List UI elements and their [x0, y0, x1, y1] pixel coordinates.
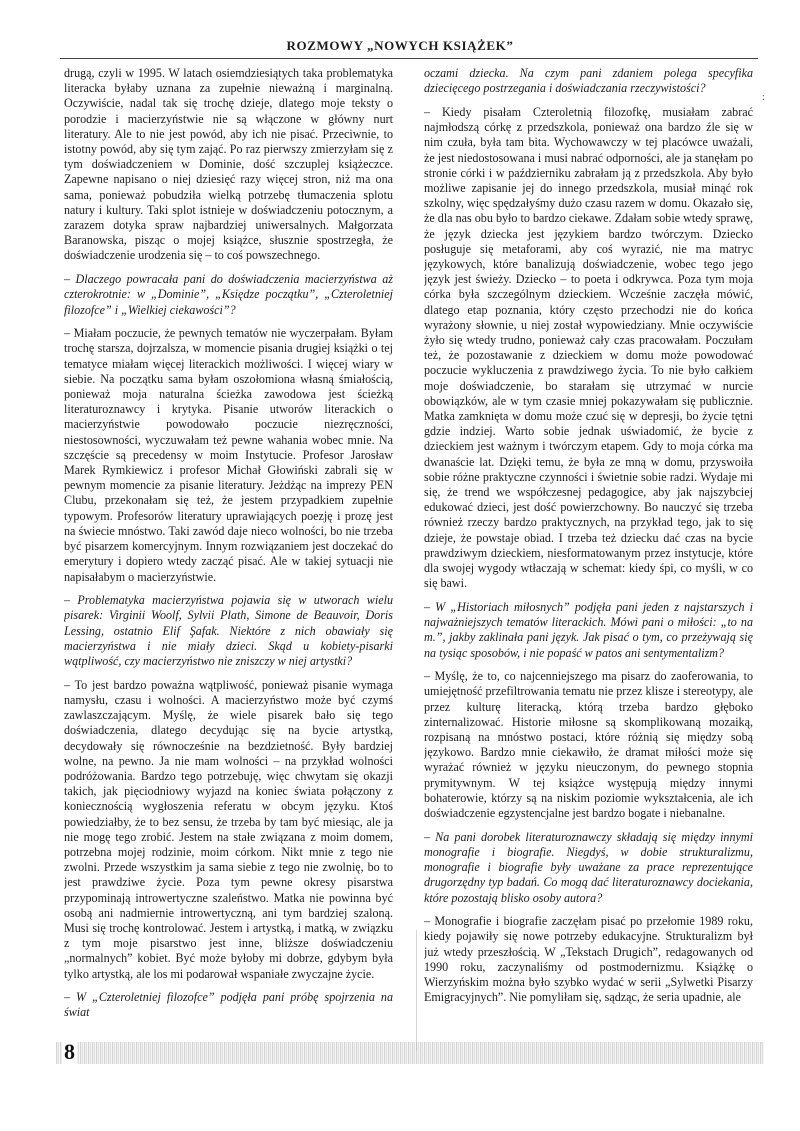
interview-answer: – Monografie i biografie zaczęłam pisać po przełomie 1989 roku, kiedy pojawiły się nowe potrzeby edukacyjne. Strukturalizm był już wtedy przeszłością. W „Tekstach Drugich”, redagowanych od 1990 roku, zaczynaliśmy od postmodernizmu. Książkę o Wierzyńskim można było szybko wydać w serii „Sylwetki Pisarzy Emigracyjnych”. Nie pomyliłam się, sądząc, że seria upadnie, ale — [424, 914, 753, 1005]
running-header: ROZMOWY „NOWYCH KSIĄŻEK” — [286, 38, 514, 53]
margin-mark: : — [762, 92, 765, 103]
interview-question: – Problematyka macierzyństwa pojawia się w utworach wielu pisarek: Virginii Woolf, Sylvii Plath, Simone de Beauvoir, Doris Lessing, ostatnio Elif Şafak. Niektóre z nich obawiały się macierzyństwa i nie miały dzieci. Skąd u kobiety-pisarki wątpliwość, czy macierzyństwo nie zniszczy w niej artystki? — [64, 593, 393, 669]
interview-question: – W „Czteroletniej filozofce” podjęła pani próbę spojrzenia na świat — [64, 990, 393, 1020]
interview-answer: – Miałam poczucie, że pewnych tematów nie wyczerpałam. Byłam trochę starsza, dojrzalsza, w momencie pisania drugiej książki o tej tematyce miałam więcej literackich możliwości. I więcej wiary w siebie. Na początku sama byłam oszołomiona własną śmiałością, ponieważ moja naturalna ścieżka zawodowa jest ścieżką literaturoznawcy i krytyka. Pisanie utworów literackich o macierzyństwie powodowało poczucie niezręczności, niestosowności, wyczuwałam też pewne wahania wobec mnie. Na szczęście są precedensy w moim Instytucie. Profesor Jarosław Marek Rymkiewicz i profesor Michał Głowiński zabrali się w pewnym momencie za pisanie literatury. Jeżdżąc na imprezy PEN Clubu, przekonałam się też, że jestem przypadkiem zupełnie typowym. Profesorów literatury uprawiających poezję i prozę jest na świecie mnóstwo. Taki zawód daje nieco wolności, bo nie trzeba być pisarzem komercyjnym. Innym rozwiązaniem jest doczekać do emerytury i dopiero wtedy zacząć pisać. Ale w takiej sytuacji nie napisałabym o macierzyństwie. — [64, 326, 393, 584]
header-rule — [60, 58, 758, 59]
interview-question: – W „Historiach miłosnych” podjęła pani jeden z najstarszych i najważniejszych tematów literackich. Mówi pani o miłości: „to na m.”, jakby zaklinała pani język. Jak pisać o tym, co przeżywają się na tysiąc sposobów, i nie popaść w patos ani sentymentalizm? — [424, 599, 753, 660]
page-number: 8 — [64, 1039, 75, 1064]
right-column — [424, 66, 753, 1038]
left-column — [64, 66, 393, 1038]
interview-answer: – Kiedy pisałam Czteroletnią filozofkę, musiałam zabrać najmłodszą córkę z przedszkola, ponieważ ona bardzo źle się w nim czuła, była tam bita. Wychowawczy w tej placówce uważali, że jest niedostosowana i musi nabrać odporności, ale ja stanęłam po stronie córki i w październiku zabrałam ją z przedszkola. Aby było możliwe zapisanie jej do innego przedszkola, musiał minąć rok szkolny, więc spędzałyśmy dużo czasu razem w domu. Okazało się, że dla nas obu było to bardzo ciekawe. Zdałam sobie wtedy sprawę, że język dziecka jest językiem bardzo twórczym. Dziecko posługuje się metaforami, aby coś wyrazić, nie ma matryc językowych, które banalizują doświadczenie, wobec tego jego język jest świeży. Dziecko – to poeta i odkrywca. Poza tym moja córka była szczególnym dzieckiem. Wcześnie zaczęła mówić, dlatego etap poznania, który często przechodzi nie do końca wyrażony słownie, u niej został wypowiedziany. Mnie oczywiście żyło się wtedy trudno, ponieważ cały czas pracowałam. Poczułam też, że pozostawanie z dzieckiem w domu może powodować poczucie wykluczenia z prawdziwego życia. To nie było całkiem moje doświadczenie, bo starałam się utrzymać w nurcie obowiązków, ale w tym czasie mniej pokazywałam się publicznie. Matka zamknięta w domu może czuć się w depresji, bo życie tętni gdzie indziej. Warto sobie jednak uświadomić, że bycie z dzieckiem jest ważnym i twórczym etapem. Gdy to moja córka ma dwanaście lat. Dzięki temu, że była ze mną w domu, przyswoiła sobie różne praktyczne czynności i świetnie sobie radzi. Wydaje mi się, że trend we współczesnej pedagogice, aby jak najszybciej edukować dzieci, jest dość powierzchowny. Bo nauczyć się trzeba również rzeczy bardzo praktycznych, na przykład tego, jak to się dzieje, że powstaje obiad. I trzeba też dziecku dać czas na bycie prawdziwym dzieckiem, niesformatowanym przez instytucje, które dla swojej wygody wtłaczają w schemat: kiedy śpi, co myśli, w co się bawi. — [424, 104, 753, 591]
interview-answer: drugą, czyli w 1995. W latach osiemdziesiątych taka problematyka literacka byłaby uznana za zupełnie nieważną i marginalną. Oczywiście, nadal tak się trochę dzieje, dlatego moje teksty o porodzie i macierzyństwie nie są włączone w główny nurt literatury. Ale to nie jest powód, aby ich nie pisać. Przeciwnie, to istotny powód, aby się tym zająć. Po raz pierwszy zmierzyłam się z tym doświadczeniem w Dominie, dość szczuplej książeczce. Zapewne napisano o niej dziesięć razy więcej stron, niż ma ona sama, ponieważ pobudziła wielką potrzebę tłumaczenia splotu natury i kultury. Taki splot istnieje w doświadczeniu potocznym, a zarazem dotyka spraw najbardziej uniwersalnych. Małgorzata Baranowska, pisząc o mojej książce, słusznie spostrzegła, że doświadczenie urodzenia się – to coś powszechnego. — [64, 66, 393, 263]
gutter-shadow — [416, 930, 417, 1050]
interview-answer: – Myślę, że to, co najcenniejszego ma pisarz do zaoferowania, to umiejętność przefiltrowania tematu nie przez klisze i stereotypy, ale przez kulturę literacką, którą trzeba bardzo głęboko zinternalizować. Historie miłosne są skomplikowaną mozaiką, rozpisaną na mnóstwo postaci, które różnią się między sobą językowo. Bardzo mnie ciekawiło, że dramat miłości może się wyrażać również w języku nieuczonym, do pewnego stopnia prymitywnym. W tej książce występują między innymi bohaterowie, którzy są na niskim poziomie wykształcenia, ale ich doświadczenie egzystencjalne jest bardzo bogate i niebanalne. — [424, 669, 753, 821]
interview-question: – Dlaczego powracała pani do doświadczenia macierzyństwa aż czterokrotnie: w „Dominie”, „Księdze początku”, „Czteroletniej filozofce” i „Wielkiej ciekawości”? — [64, 272, 393, 317]
interview-question: oczami dziecka. Na czym pani zdaniem polega specyfika dziecięcego postrzegania i doświadczania rzeczywistości? — [424, 66, 753, 96]
footer-band — [56, 1039, 764, 1064]
interview-question: – Na pani dorobek literaturoznawczy składają się między innymi monografie i biografie. Niegdyś, w dobie strukturalizmu, monografie i biografie były uważane za prace reprezentujące drugorzędny typ badań. Co mogą dać literaturoznawcy dociekania, które pozostają blisko osoby autora? — [424, 829, 753, 905]
interview-answer: – To jest bardzo poważna wątpliwość, ponieważ pisanie wymaga namysłu, czasu i wolności. A macierzyństwo może być czymś zawlaszczającym. Myślę, że wiele pisarek bało się tego doświadczenia, dlatego decydując się na bycie artystką, decydowały się równocześnie na bezdzietność. Były bardziej wolne, na pewno. Ja nie mam wolności – na przykład wolności podróżowania. Bardzo tego potrzebuję, więc chwytam się okazji takich, jak pięciodniowy wyjazd na koniec świata połączony z koniecznością wygłoszenia referatu w obcym języku. Ktoś powiedziałby, że to bez sensu, że trzeba by tam być miesiąc, ale ja nie mogę tego zrobić. Jestem na stałe związana z moim domem, potrzebna mojej rodzinie, moim córkom. Nikt mnie z tego nie zwolni. Przede wszystkim ja sama siebie z tego nie zwolnię, bo to jest prawdziwe życie. Poza tym pewne okresy pisarstwa przypominają introwertyczne szaleństwo. Matka nie powinna być osobą ani nadmiernie introwertyczną, ani tym bardziej szaloną. Musi się trochę kontrolować. Jestem i artystką, i matką, w związku z tym moje pisarstwo jest inne, bliższe doświadczeniu „normalnych” kobiet. Być może byłoby mi dobrze, gdybym była tylko artystką, ale los mi podarował wspaniałe zwyczajne życie. — [64, 677, 393, 981]
